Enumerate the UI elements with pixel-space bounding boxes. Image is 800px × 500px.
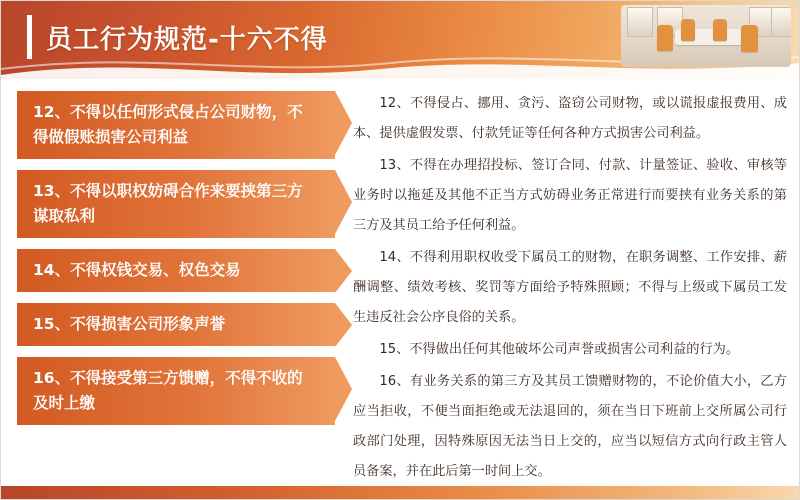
office-meeting-room-photo [621,5,791,67]
rule-tag-16[interactable] [17,357,335,425]
rule-tag-12[interactable] [17,91,335,159]
rule-paragraph-16: 16、有业务关系的第三方及其员工馈赠财物的，不论价值大小，乙方应当拒收，不便当面拒绝或无法退回的，须在当日下班前上交所属公司行政部门处理，因特殊原因无法当日上交的，应当以短信方式向行政主管人员备案，并在此后第一时间上交。 [353,374,787,479]
page-title: 员工行为规范-十六不得 [46,24,328,55]
page-title-container [27,15,346,59]
rule-tag-16-label: 16、不得接受第三方馈赠，不得不收的及时上缴 [33,369,303,412]
rule-tag-13[interactable] [17,170,335,238]
rule-detail-text [353,89,787,489]
rule-tag-list [17,91,335,436]
rule-tag-14[interactable] [17,249,335,292]
rule-paragraph-15: 15、不得做出任何其他破坏公司声誉或损害公司利益的行为。 [379,342,740,357]
rule-tag-15[interactable] [17,303,335,346]
slide-header [1,1,800,79]
rule-tag-12-label: 12、不得以任何形式侵占公司财物，不得做假账损害公司利益 [33,103,303,146]
rule-paragraph-13: 13、不得在办理招投标、签订合同、付款、计量签证、验收、审核等业务时以拖延及其他不正当方式妨碍业务正常进行而要挟有业务关系的第三方及其员工给予任何利益。 [353,158,787,233]
rule-tag-13-label: 13、不得以职权妨碍合作来要挟第三方谋取私利 [33,182,303,225]
rule-paragraph-12: 12、不得侵占、挪用、贪污、盗窃公司财物，或以谎报虚报费用、成本、提供虚假发票、付款凭证等任何各种方式损害公司利益。 [353,96,787,141]
rule-paragraph-14: 14、不得利用职权收受下属员工的财物，在职务调整、工作安排、薪酬调整、绩效考核、奖罚等方面给予特殊照顾；不得与上级或下属员工发生违反社会公序良俗的关系。 [353,250,787,325]
rule-tag-15-label: 15、不得损害公司形象声誉 [33,315,226,333]
rule-tag-14-label: 14、不得权钱交易、权色交易 [33,261,241,279]
footer-bar [1,486,800,499]
